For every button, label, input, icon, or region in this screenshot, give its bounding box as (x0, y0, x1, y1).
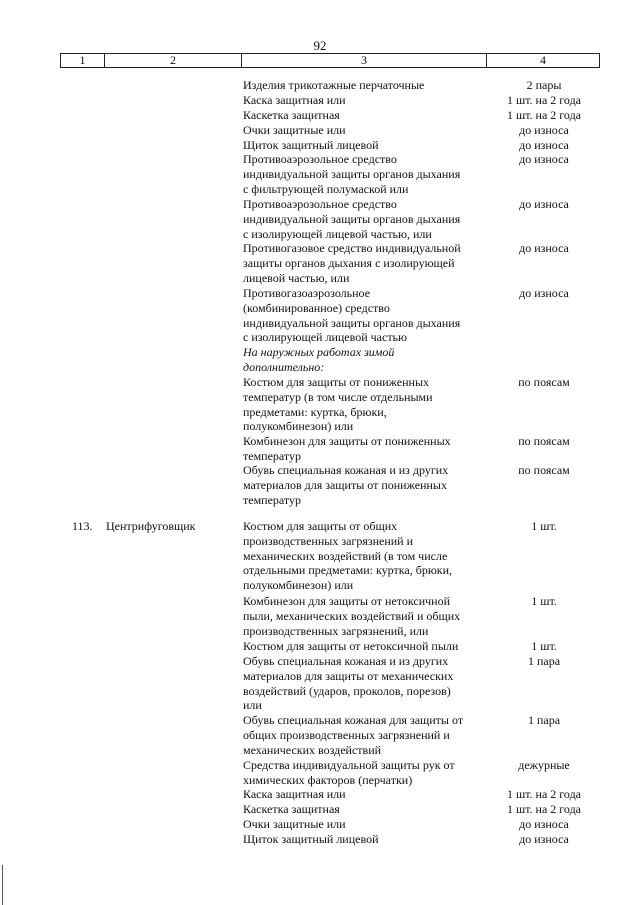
item-text: Средства индивидуальной защиты рук от химических факторов (перчатки) (243, 758, 455, 787)
item-text: Очки защитные или (243, 817, 346, 831)
quantity-text: до износа (519, 197, 569, 211)
item-text: Комбинезон для защиты от нетоксичной пыли, механических воздействий и общих производственных загрязнений, или (243, 594, 461, 638)
page-number: 92 (313, 38, 327, 53)
column-header-4: 4 (540, 53, 546, 67)
quantity-text: по поясам (518, 463, 570, 477)
item-text: Каскетка защитная (243, 802, 340, 816)
item-text: Каска защитная или (243, 93, 346, 107)
item-text: Изделия трикотажные перчаточные (243, 78, 425, 92)
quantity-text: до износа (519, 817, 569, 831)
quantity-text: 1 пара (527, 713, 561, 727)
quantity-text: до износа (519, 138, 569, 152)
quantity-text: 1 шт. на 2 года (506, 93, 582, 107)
quantity-text: дежурные (518, 758, 570, 772)
quantity-text: 1 шт. (531, 594, 557, 608)
quantity-text: до износа (519, 286, 569, 300)
item-text: Щиток защитный лицевой (243, 832, 379, 846)
quantity-text: 1 пара (527, 654, 561, 668)
item-text: Обувь специальная кожаная и из других материалов для защиты от пониженных температур (243, 463, 449, 507)
column-header-1: 1 (61, 54, 105, 67)
row-number: 113. (72, 519, 93, 533)
scan-edge-line (2, 865, 3, 905)
quantity-text: по поясам (518, 434, 570, 448)
quantity-text: 1 шт. на 2 года (506, 787, 582, 801)
profession-name: Центрифуговщик (106, 519, 196, 533)
quantity-text: до износа (519, 832, 569, 846)
quantity-text: 1 шт. на 2 года (506, 108, 582, 122)
item-text: Щиток защитный лицевой (243, 138, 379, 152)
quantity-text: до износа (519, 152, 569, 166)
column-header-3: 3 (242, 54, 487, 67)
quantity-text: 1 шт. (531, 639, 557, 653)
item-text: Комбинезон для защиты от пониженных температур (243, 434, 451, 463)
quantity-text: до износа (519, 123, 569, 137)
item-text: Противоаэрозольное средство индивидуальной защиты органов дыхания с изолирующей лицевой частью, или (243, 197, 461, 241)
section-note: На наружных работах зимой дополнительно: (243, 345, 395, 374)
quantity-text: до износа (519, 241, 569, 255)
item-text: Обувь специальная кожаная и из других материалов для защиты от механических воздействий (ударов, проколов, порезов) или (243, 654, 454, 713)
quantity-text: по поясам (518, 375, 570, 389)
item-text: Противоаэрозольное средство индивидуальной защиты органов дыхания с фильтрующей полумаской или (243, 152, 461, 196)
quantity-text: 1 шт. (531, 519, 557, 533)
item-text: Костюм для защиты от пониженных температур (в том числе отдельными предметами: куртка, брюки, полукомбинезон) или (243, 375, 433, 434)
item-text: Каскетка защитная (243, 108, 340, 122)
item-text: Очки защитные или (243, 123, 346, 137)
column-header-2: 2 (105, 54, 242, 67)
item-text: Противогазоаэрозольное (комбинированное) средство индивидуальной защиты органов дыхания с изолирующей лицевой частью (243, 286, 461, 345)
quantity-text: 2 пары (526, 78, 562, 92)
item-text: Противогазовое средство индивидуальной защиты органов дыхания с изолирующей лицевой частью, или (243, 241, 461, 285)
item-text: Обувь специальная кожаная для защиты от общих производственных загрязнений и механических воздействий (243, 713, 464, 757)
item-text: Каска защитная или (243, 787, 346, 801)
item-text: Костюм для защиты от общих производственных загрязнений и механических воздействий (в том числе отдельными предметами: куртка, брюки, полукомбинезон) или (243, 519, 453, 593)
item-text: Костюм для защиты от нетоксичной пыли (243, 639, 459, 653)
quantity-text: 1 шт. на 2 года (506, 802, 582, 816)
